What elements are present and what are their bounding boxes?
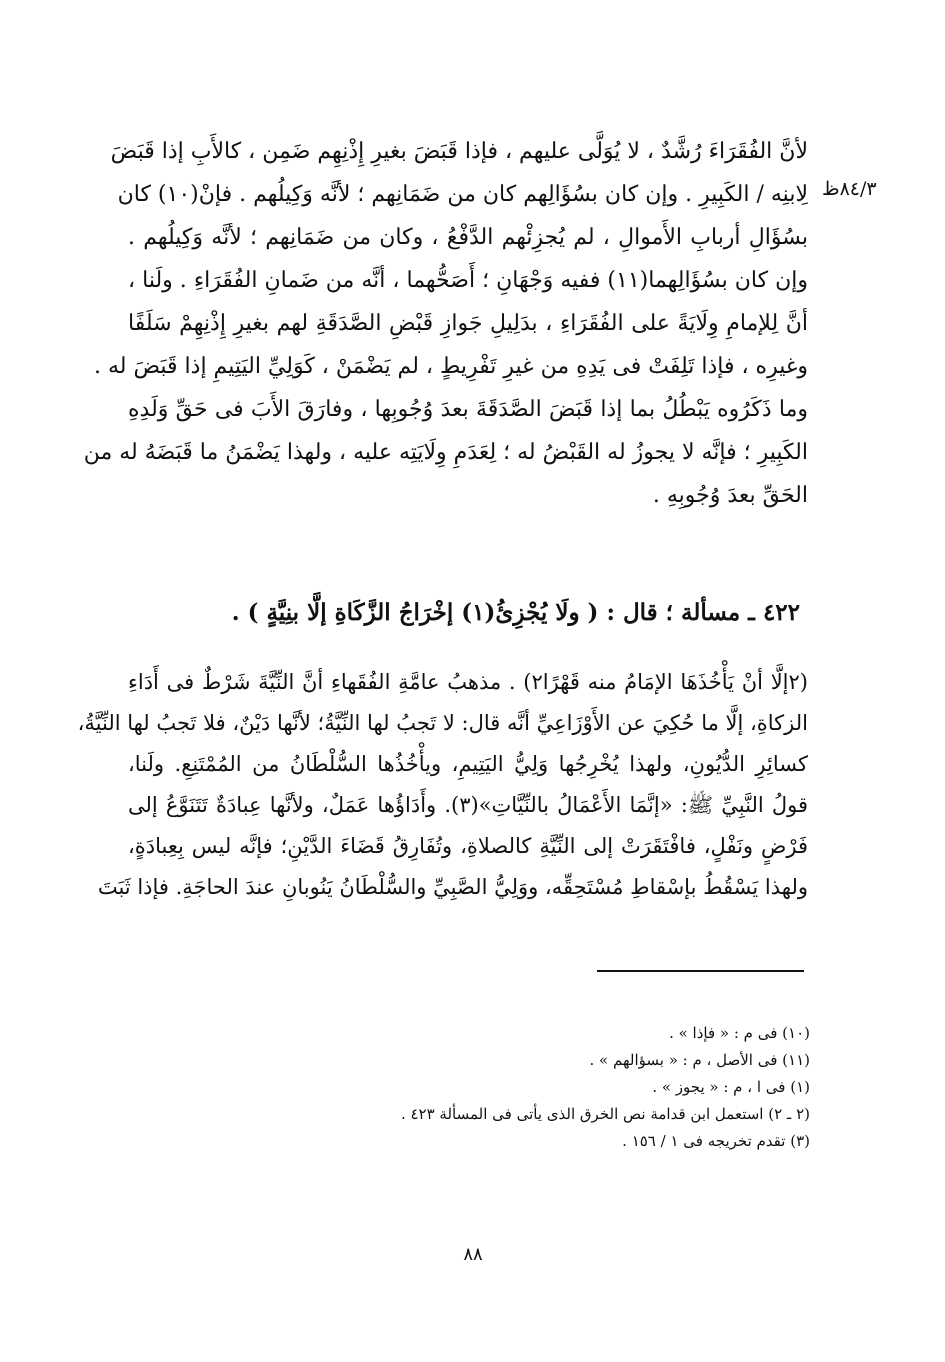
- footnote: (١٠) فى م : « فإذا » .: [669, 1024, 810, 1042]
- footnotes: [300, 1020, 810, 1155]
- page-number: ٨٨: [463, 1244, 483, 1265]
- footnote: (٢ ـ ٢) استعمل ابن قدامة نص الخرق الذى يأتى فى المسألة ٤٢٣ .: [400, 1105, 810, 1123]
- text-line: لأنَّ الفُقَرَاءَ رُشَّدٌ ، لا يُوَلَّى عليهم ، فإذا قَبَضَ بغيرِ إِذْنِهِم ضَمِن ، كالأَبِ إذا قَبَضَ: [110, 139, 808, 164]
- footnote: (٣) تقدم تخريجه فى ١ / ١٥٦ .: [622, 1132, 810, 1150]
- text-line: لِابنِه / الكَبِيرِ . وإن كان بسُؤَالِهم كان من ضَمَانِهم ؛ لأنَّه وَكِيلُهم . فإنْ(١٠) كان: [117, 182, 808, 207]
- margin-folio-reference: ٨٤/٣ظ: [822, 178, 877, 200]
- body-paragraph: [77, 662, 808, 908]
- text-line: وغيرِه ، فإذا تَلِفَتْ فى يَدِهِ من غيرِ تَفْرِيطٍ ، لم يَضْمَنْ ، كَوَلِيِّ اليَتِيمِ إذا قَبَضَ له .: [93, 354, 808, 379]
- text-line: بسُؤَالِ أربابِ الأَموالِ ، لم يُجزِئْهم الدَّفْعُ ، وكان من ضَمَانِهم ؛ لأنَّه وَكِيلُهم .: [128, 225, 808, 250]
- text-line: قولُ النَّبِيِّ ﷺ: «إنَّمَا الأَعْمَالُ بالنِّيَّاتِ»(٣). وأَدَاؤُها عَمَلٌ، ولأنَّها عِبادَةٌ تَتَنَوَّعُ إلى: [128, 793, 808, 817]
- text-line: وإن كان بسُؤَالِهما(١١) ففيه وَجْهَانِ ؛ أَصَحُّهما ، أنَّه من ضَمانِ الفُقَرَاءِ . ولَنا ،: [128, 268, 808, 293]
- text-line: الحَقِّ بعدَ وُجُوبِهِ .: [652, 483, 808, 508]
- footnote: (١) فى ا ، م : « يجوز » .: [652, 1078, 810, 1096]
- text-line: كسائِرِ الدُّيُونِ، ولهذا يُخْرِجُها وَلِيُّ اليَتِيمِ، ويأْخُذُها السُّلْطَانُ من المُمْتَنِعِ. ولَنا،: [128, 752, 808, 776]
- issue-heading: ٤٢٢ ـ مسألة ؛ قال : ( ولَا يُجْزِئُ(١) إخْرَاجُ الزَّكَاةِ إلَّا بنِيَّةٍ ) .: [231, 599, 800, 626]
- footnote-divider: [597, 970, 804, 972]
- footnote: (١١) فى الأصل ، م : « بسؤالهم » .: [589, 1051, 810, 1069]
- text-line: وما ذَكَرُوه يَبْطُلُ بما إذا قَبَضَ الصَّدَقَةَ بعدَ وُجُوبِها ، وفارَقَ الأَبَ فى حَقِّ وَلَدِهِ: [128, 397, 808, 422]
- text-line: الكَبِيرِ ؛ فإنَّه لا يجوزُ له القَبْضُ له ؛ لِعَدَمِ وِلَايَتِه عليه ، ولهذا يَضْمَنُ ما قَبَضَهُ له من: [83, 440, 808, 465]
- commentary-paragraph: [83, 130, 808, 517]
- text-line: ولهذا يَسْقُطُ بإسْقاطِ مُسْتَحِقِّه، ووَلِيُّ الصَّبِيِّ والسُّلْطَانُ يَنُوبانِ عندَ الحاجَةِ. فإذا ثَبَتَ: [97, 875, 808, 899]
- text-line: أنَّ لِلإمامِ وِلَايَةً على الفُقَرَاءِ ، بدَلِيلِ جَوازِ قَبْضِ الصَّدَقَةِ لهم بغيرِ إِذْنِهِمْ سَلَفًا: [128, 311, 808, 336]
- text-line: (٢إلَّا أنْ يَأْخُذَهَا الإمَامُ منه قَهْرًا٢) . مذهبُ عامَّةِ الفُقَهاءِ أنَّ النِّيَّةَ شَرْطٌ فى أَدَاءِ: [128, 670, 808, 694]
- text-line: الزكاةِ، إلَّا ما حُكِيَ عن الأَوْزَاعِيِّ أنَّه قال: لا تَجبُ لها النِّيَّةُ؛ لأنَّها دَيْنٌ، فلا تَجبُ لها النِّيَّةُ،: [77, 711, 808, 735]
- text-line: فَرْضٍ ونَفْلٍ، فافْتَقَرَتْ إلى النِّيَّةِ كالصلاةِ، وتُفَارِقُ قَضَاءَ الدَّيْنِ؛ فإنَّه ليس بِعِبادَةٍ،: [128, 834, 808, 858]
